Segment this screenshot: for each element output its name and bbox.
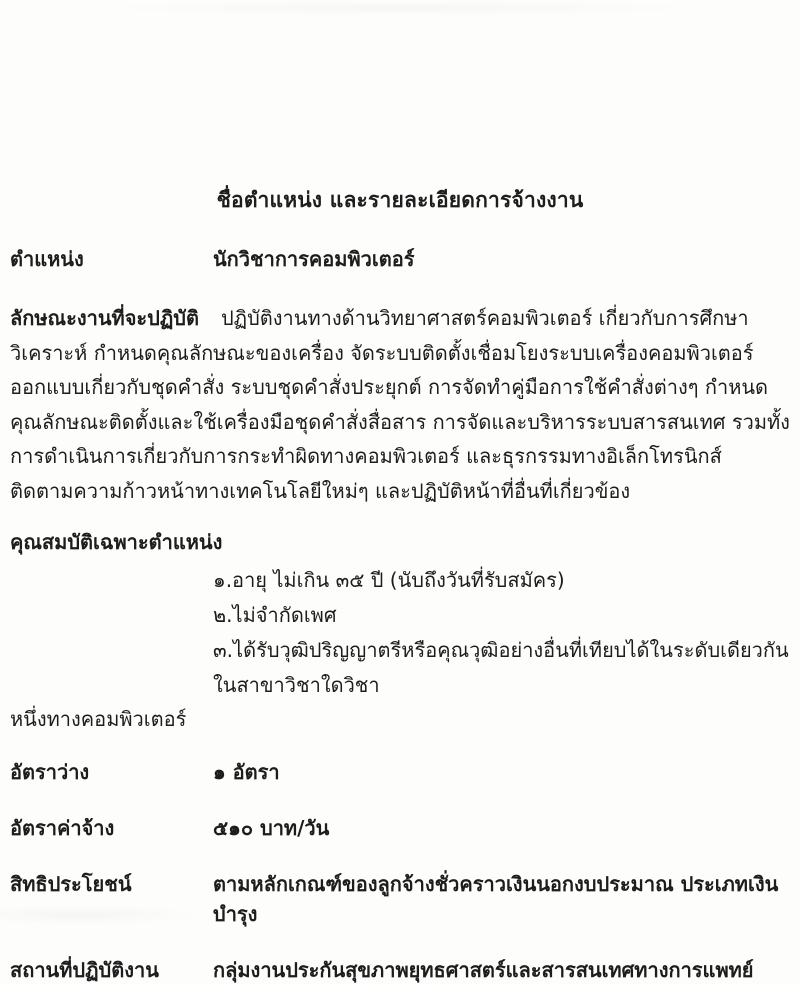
job-description-label: ลักษณะงานที่จะปฏิบัติ [10,306,199,330]
benefits-label: สิทธิประโยชน์ [10,872,132,896]
wage-value: ๕๑๐ บาท/วัน [213,816,330,840]
benefits-row [10,869,790,929]
vacancy-value: ๑ อัตรา [213,760,280,784]
qualifications-heading: คุณสมบัติเฉพาะตำแหน่ง [10,530,223,554]
vacancy-row [10,757,790,787]
position-label: ตำแหน่ง [10,247,84,271]
qualification-item-degree: ๓.ได้รับวุฒิปริญญาตรีหรือคุณวุฒิอย่างอื่นที่เทียบได้ในระดับเดียวกัน ในสาขาวิชาใดวิชา [213,638,789,697]
page-title: ชื่อตำแหน่ง และรายละเอียดการจ้างงาน [216,188,584,212]
wage-row [10,813,790,843]
wage-label: อัตราค่าจ้าง [10,816,115,840]
qualification-item-age: ๑.อายุ ไม่เกิน ๓๕ ปี (นับถึงวันที่รับสมัคร) [213,568,565,592]
workplace-label: สถานที่ปฏิบัติงาน [10,958,159,982]
position-value: นักวิชาการคอมพิวเตอร์ [213,247,415,271]
workplace-row [10,955,790,985]
position-row [10,244,790,274]
qualification-item-gender: ๒.ไม่จำกัดเพศ [213,603,337,627]
detail-rows [10,757,790,985]
vacancy-label: อัตราว่าง [10,760,90,784]
workplace-value: กลุ่มงานประกันสุขภาพยุทธศาสตร์และสารสนเทศทางการแพทย์ [213,958,754,982]
qualification-item-degree-continuation: หนึ่งทางคอมพิวเตอร์ [10,707,187,731]
job-description-text: ปฏิบัติงานทางด้านวิทยาศาสตร์คอมพิวเตอร์ เกี่ยวกับการศึกษาวิเคราะห์ กำหนดคุณลักษณะของเครื่อง จัดระบบติดตั้งเชื่อมโยงระบบเครื่องคอมพิวเตอร์ ออกแบบเกี่ยวกับชุดคำสั่ง ระบบชุดคำสั่งประยุกต์ การจัดทำคู่มือการใช้คำสั่งต่างๆ กำหนดคุณลักษณะติดตั้งและใช้เครื่องมือชุดคำสั่งสื่อสาร การจัดและบริหารระบบสารสนเทศ รวมทั้งการดำเนินการเกี่ยวกับการกระทำผิดทางคอมพิวเตอร์ และธุรกรรมทางอิเล็กโทรนิกส์ ติดตามความก้าวหน้าทางเทคโนโลยีใหม่ๆ และปฏิบัติหน้าที่อื่นที่เกี่ยวข้อง [10,306,790,503]
job-description [10,301,790,508]
benefits-value: ตามหลักเกณฑ์ของลูกจ้างชั่วคราวเงินนอกงบประมาณ ประเภทเงินบำรุง [213,872,779,926]
